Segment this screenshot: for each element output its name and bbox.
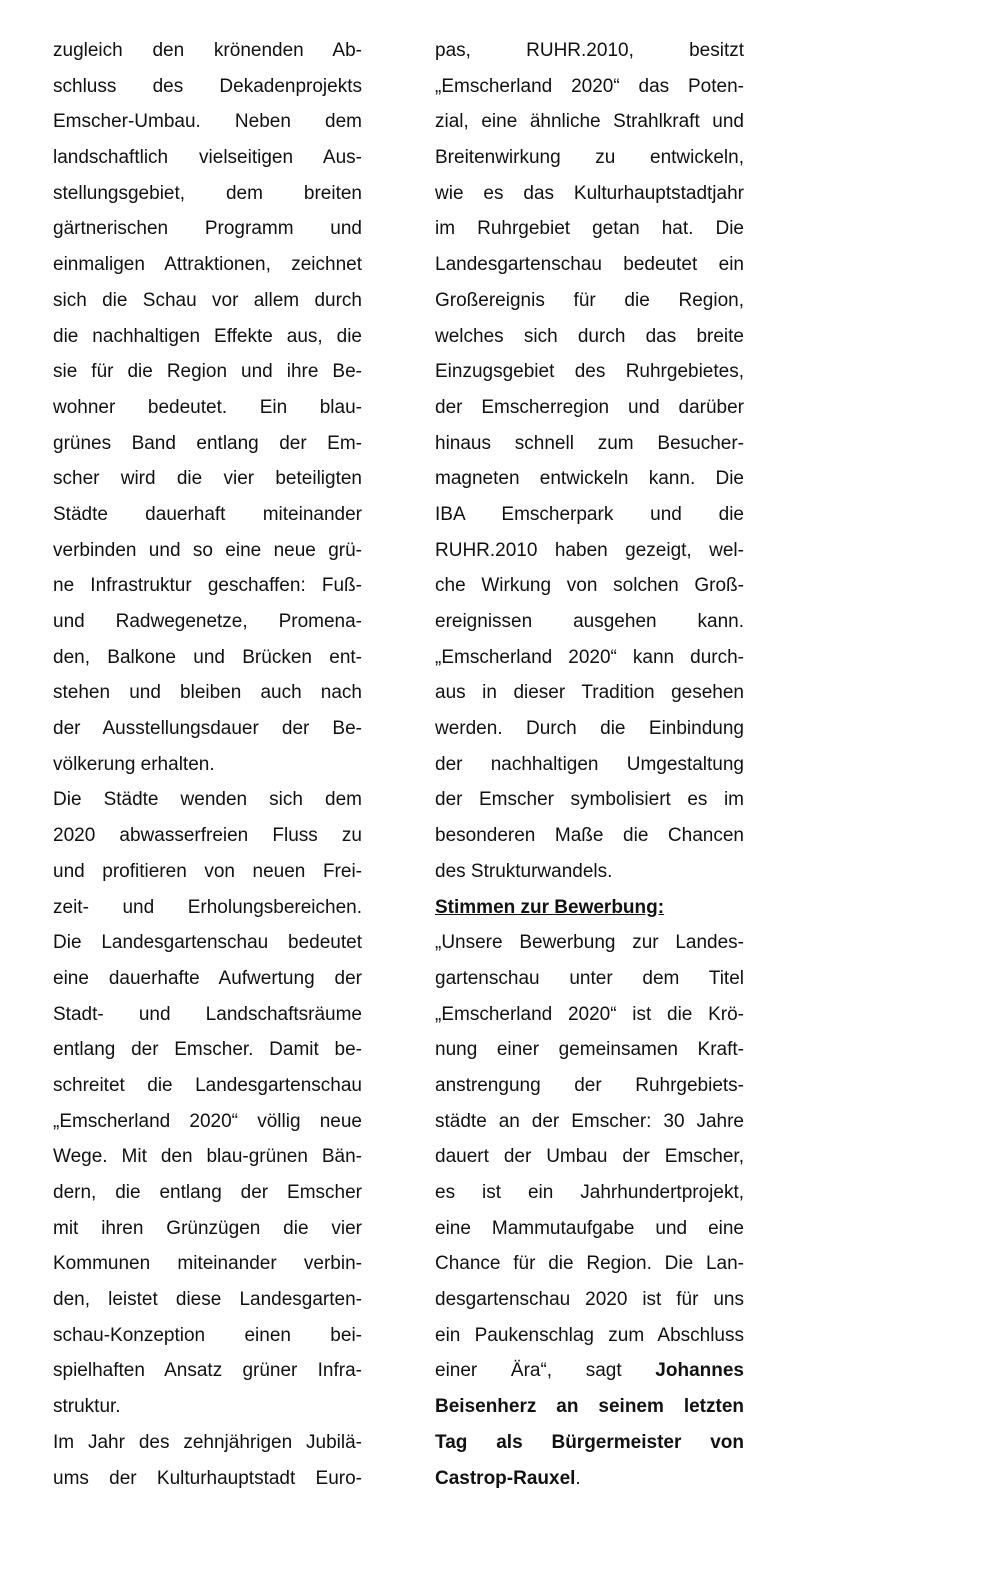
speaker-name: Johannes	[655, 1360, 744, 1382]
text-line: Großereignis für die Region,	[435, 289, 744, 311]
text-line: „Emscherland 2020“ völlig neue	[53, 1110, 362, 1132]
text-line: der nachhaltigen Umgestaltung	[435, 753, 744, 775]
text-line: der Ausstellungsdauer der Be-	[53, 718, 362, 740]
text-line: schluss des Dekadenprojekts	[53, 75, 362, 97]
text-line: den, leistet diese Landesgarten-	[53, 1289, 362, 1311]
text-line: grünes Band entlang der Em-	[53, 432, 362, 454]
text-line: che Wirkung von solchen Groß-	[435, 575, 744, 597]
text-line: völkerung erhalten.	[53, 753, 215, 775]
attribution-period: .	[575, 1467, 581, 1489]
text-line: Stadt- und Landschaftsräume	[53, 1003, 362, 1025]
text-line: den, Balkone und Brücken ent-	[53, 646, 362, 668]
quote-line: „Unsere Bewerbung zur Landes-	[435, 932, 744, 954]
text-line: Die Städte wenden sich dem	[53, 789, 362, 811]
speaker-role: Beisenherz an seinem letzten	[435, 1396, 744, 1418]
text-line: welches sich durch das breite	[435, 325, 744, 347]
text-line: einmaligen Attraktionen, zeichnet	[53, 254, 362, 276]
text-line: besonderen Maße die Chancen	[435, 825, 744, 847]
quote-line: eine Mammutaufgabe und eine	[435, 1217, 744, 1239]
text-line: Im Jahr des zehnjährigen Jubilä-	[53, 1431, 362, 1453]
text-line: schreitet die Landesgartenschau	[53, 1074, 362, 1096]
right-text-column	[435, 33, 744, 1496]
text-line: stellungsgebiet, dem breiten	[53, 182, 362, 204]
text-line: dern, die entlang der Emscher	[53, 1182, 362, 1203]
text-line: Emscher-Umbau. Neben dem	[53, 111, 362, 133]
quote-line: anstrengung der Ruhrgebiets-	[435, 1074, 744, 1096]
text-line: gärtnerischen Programm und	[53, 218, 362, 240]
text-line: schau-Konzeption einen bei-	[53, 1324, 362, 1346]
text-line: sie für die Region und ihre Be-	[53, 361, 362, 383]
text-line: Einzugsgebiet des Ruhrgebietes,	[435, 361, 744, 383]
text-line: mit ihren Grünzügen die vier	[53, 1217, 362, 1239]
text-line: die nachhaltigen Effekte aus, die	[53, 325, 362, 347]
attribution-line	[435, 1353, 744, 1389]
text-line: RUHR.2010 haben gezeigt, wel-	[435, 539, 744, 561]
quote-line: desgartenschau 2020 ist für uns	[435, 1289, 744, 1311]
text-line: „Emscherland 2020“ kann durch-	[435, 646, 744, 668]
text-line: des Strukturwandels.	[435, 860, 613, 882]
text-line: magneten entwickeln kann. Die	[435, 468, 744, 490]
text-line: wohner bedeutet. Ein blau-	[53, 396, 362, 418]
quote-line: Chance für die Region. Die Lan-	[435, 1253, 744, 1275]
text-line: ums der Kulturhauptstadt Euro-	[53, 1467, 362, 1489]
attribution-text: einer Ära“, sagt	[435, 1360, 622, 1382]
text-line: werden. Durch die Einbindung	[435, 718, 744, 740]
text-line: zial, eine ähnliche Strahlkraft und	[435, 111, 744, 133]
text-line: der Emscherregion und darüber	[435, 396, 744, 418]
text-line: zeit- und Erholungsbereichen.	[53, 896, 362, 918]
attribution-line	[435, 1461, 744, 1497]
text-line: stehen und bleiben auch nach	[53, 682, 362, 704]
text-line: der Emscher symbolisiert es im	[435, 789, 744, 811]
text-line: wie es das Kulturhauptstadtjahr	[435, 182, 744, 204]
text-line: Kommunen miteinander verbin-	[53, 1253, 362, 1275]
text-line: verbinden und so eine neue grü-	[53, 539, 362, 561]
text-line: scher wird die vier beteiligten	[53, 468, 362, 490]
left-text-column	[53, 33, 362, 1496]
text-line: im Ruhrgebiet getan hat. Die	[435, 218, 744, 240]
text-line: struktur.	[53, 1396, 121, 1418]
text-line: sich die Schau vor allem durch	[53, 289, 362, 311]
speaker-city: Castrop-Rauxel	[435, 1467, 576, 1489]
text-line: Wege. Mit den blau-grünen Bän-	[53, 1146, 362, 1168]
text-line: landschaftlich vielseitigen Aus-	[53, 147, 362, 169]
quote-line: dauert der Umbau der Emscher,	[435, 1146, 744, 1168]
text-line: pas, RUHR.2010, besitzt	[435, 40, 744, 61]
quote-line: nung einer gemeinsamen Kraft-	[435, 1039, 744, 1061]
text-line: zugleich den krönenden Ab-	[53, 40, 362, 61]
text-line: Städte dauerhaft miteinander	[53, 503, 362, 525]
text-line: ne Infrastruktur geschaffen: Fuß-	[53, 575, 362, 597]
quote-line: „Emscherland 2020“ ist die Krö-	[435, 1003, 744, 1025]
quote-line: gartenschau unter dem Titel	[435, 967, 744, 989]
text-line: spielhaften Ansatz grüner Infra-	[53, 1360, 362, 1382]
text-line: Breitenwirkung zu entwickeln,	[435, 147, 744, 169]
text-line: und Radwegenetze, Promena-	[53, 611, 362, 632]
quote-line: es ist ein Jahrhundertprojekt,	[435, 1182, 744, 1203]
text-line: aus in dieser Tradition gesehen	[435, 682, 744, 704]
text-line: entlang der Emscher. Damit be-	[53, 1039, 362, 1061]
text-line: IBA Emscherpark und die	[435, 503, 744, 525]
text-line: 2020 abwasserfreien Fluss zu	[53, 825, 362, 847]
section-heading: Stimmen zur Bewerbung:	[435, 896, 665, 918]
quote-line: ein Paukenschlag zum Abschluss	[435, 1324, 744, 1346]
speaker-role: Tag als Bürgermeister von	[435, 1431, 744, 1453]
quote-line: städte an der Emscher: 30 Jahre	[435, 1110, 744, 1132]
text-line: ereignissen ausgehen kann.	[435, 611, 744, 632]
text-line: eine dauerhafte Aufwertung der	[53, 967, 362, 989]
text-line: hinaus schnell zum Besucher-	[435, 432, 744, 454]
text-line: „Emscherland 2020“ das Poten-	[435, 75, 744, 97]
text-line: Landesgartenschau bedeutet ein	[435, 254, 744, 276]
text-line: und profitieren von neuen Frei-	[53, 860, 362, 882]
text-line: Die Landesgartenschau bedeutet	[53, 932, 362, 954]
